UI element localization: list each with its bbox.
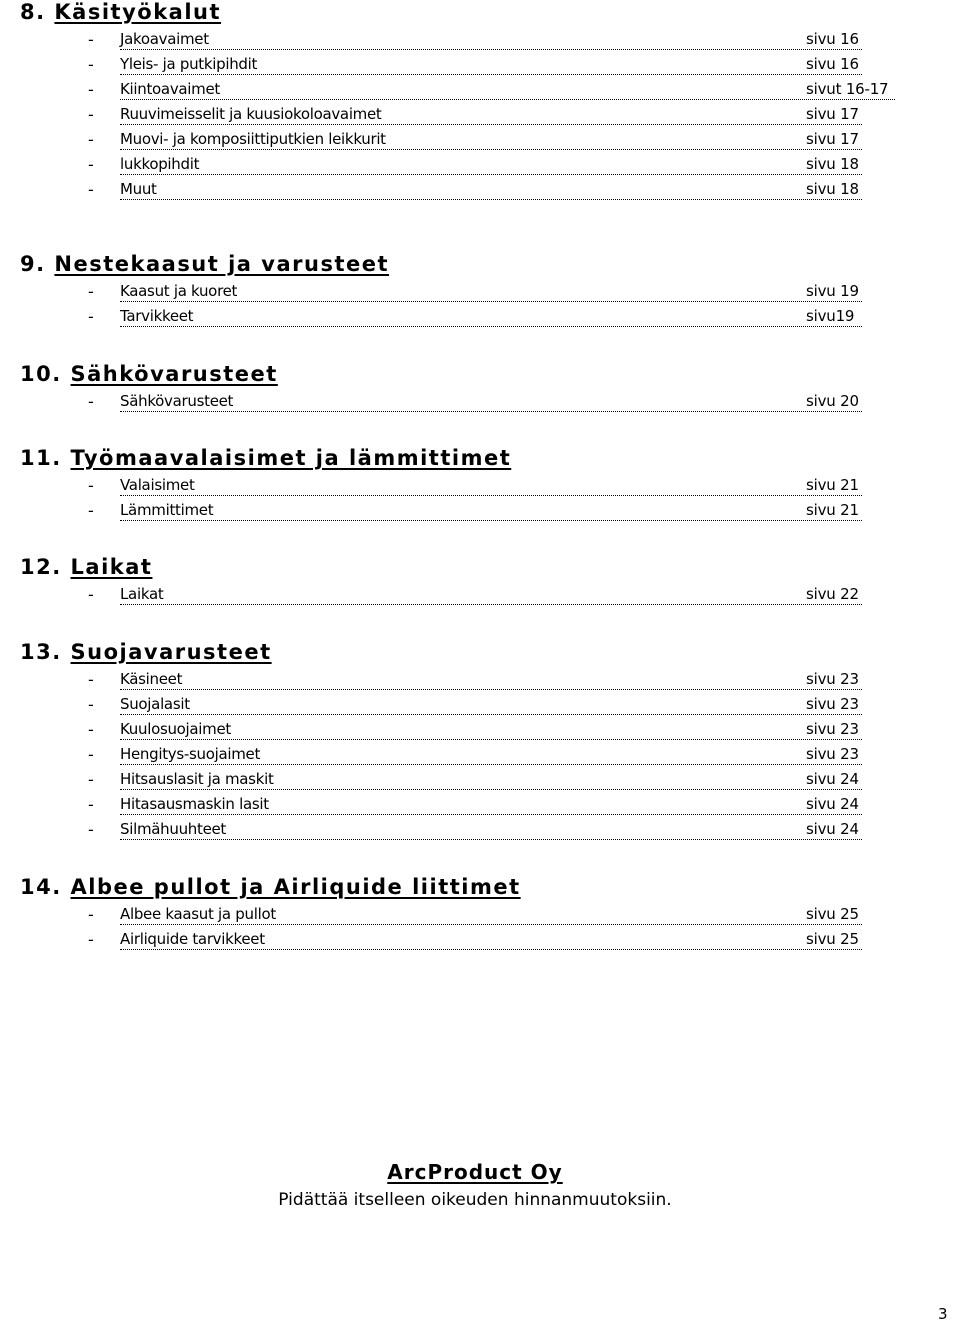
dotted-leader <box>120 280 862 302</box>
dotted-leader <box>120 178 862 200</box>
dotted-leader <box>120 668 862 690</box>
toc-item-label: Suojalasit <box>120 695 190 713</box>
bullet-dash: - <box>88 585 94 604</box>
toc-item-page: sivu 23 <box>806 720 859 738</box>
bullet-dash: - <box>88 80 94 99</box>
toc-item[interactable] <box>0 53 960 78</box>
bullet-dash: - <box>88 105 94 124</box>
footer-note: Pidättää itselleen oikeuden hinnanmuutoksiin. <box>278 1190 672 1210</box>
toc-item-page: sivu 16 <box>806 30 859 48</box>
toc-item-page: sivut 16-17 <box>806 80 889 98</box>
section-heading <box>20 0 221 24</box>
toc-item[interactable] <box>0 103 960 128</box>
toc-item-page: sivu 18 <box>806 155 859 173</box>
section-title: Työmaavalaisimet ja lämmittimet <box>70 446 512 470</box>
bullet-dash: - <box>88 695 94 714</box>
dotted-leader <box>120 743 862 765</box>
section-title: Laikat <box>70 555 153 579</box>
toc-item-page: sivu 23 <box>806 745 859 763</box>
toc-item-label: Airliquide tarvikkeet <box>120 930 265 948</box>
toc-item-page: sivu 24 <box>806 820 859 838</box>
toc-item-page: sivu 25 <box>806 930 859 948</box>
toc-item[interactable] <box>0 78 960 103</box>
bullet-dash: - <box>88 180 94 199</box>
bullet-dash: - <box>88 130 94 149</box>
toc-item-label: Ruuvimeisselit ja kuusiokoloavaimet <box>120 105 382 123</box>
section-title: Albee pullot ja Airliquide liittimet <box>70 875 521 899</box>
bullet-dash: - <box>88 745 94 764</box>
section-number: 13. <box>20 640 62 664</box>
toc-item[interactable] <box>0 305 960 330</box>
toc-item[interactable] <box>0 768 960 793</box>
section-title: Käsityökalut <box>54 0 222 24</box>
section-heading <box>20 446 511 470</box>
toc-item-page: sivu 17 <box>806 105 859 123</box>
toc-item-page: sivu 20 <box>806 392 859 410</box>
dotted-leader <box>120 928 862 950</box>
section-number: 12. <box>20 555 62 579</box>
toc-item-label: Käsineet <box>120 670 183 688</box>
bullet-dash: - <box>88 820 94 839</box>
dotted-leader <box>120 78 895 100</box>
section-title: Suojavarusteet <box>70 640 272 664</box>
dotted-leader <box>120 718 862 740</box>
toc-item-label: Valaisimet <box>120 476 195 494</box>
toc-item[interactable] <box>0 718 960 743</box>
toc-item-label: Kuulosuojaimet <box>120 720 231 738</box>
toc-item-page: sivu19 <box>806 307 855 325</box>
toc-item-label: Muut <box>120 180 157 198</box>
bullet-dash: - <box>88 282 94 301</box>
dotted-leader <box>120 390 862 412</box>
toc-item-label: Hitsauslasit ja maskit <box>120 770 274 788</box>
bullet-dash: - <box>88 720 94 739</box>
bullet-dash: - <box>88 770 94 789</box>
dotted-leader <box>120 583 862 605</box>
dotted-leader <box>120 53 862 75</box>
company-name: ArcProduct Oy <box>387 1160 563 1184</box>
toc-item[interactable] <box>0 583 960 608</box>
section-number: 8. <box>20 0 46 24</box>
toc-item-label: Kiintoavaimet <box>120 80 220 98</box>
section-number: 14. <box>20 875 62 899</box>
section-number: 11. <box>20 446 62 470</box>
section-title: Nestekaasut ja varusteet <box>54 252 390 276</box>
toc-item[interactable] <box>0 903 960 928</box>
bullet-dash: - <box>88 501 94 520</box>
toc-item[interactable] <box>0 280 960 305</box>
toc-item[interactable] <box>0 390 960 415</box>
toc-item-label: Laikat <box>120 585 164 603</box>
dotted-leader <box>120 128 862 150</box>
bullet-dash: - <box>88 795 94 814</box>
toc-item[interactable] <box>0 743 960 768</box>
toc-item-page: sivu 23 <box>806 670 859 688</box>
footer-company <box>0 1160 950 1184</box>
toc-item-page: sivu 21 <box>806 476 859 494</box>
toc-item-label: Yleis- ja putkipihdit <box>120 55 258 73</box>
bullet-dash: - <box>88 307 94 326</box>
section-heading <box>20 640 272 664</box>
toc-item[interactable] <box>0 818 960 843</box>
dotted-leader <box>120 474 862 496</box>
bullet-dash: - <box>88 670 94 689</box>
toc-item-label: Jakoavaimet <box>120 30 209 48</box>
toc-item[interactable] <box>0 668 960 693</box>
toc-item-label: Muovi- ja komposiittiputkien leikkurit <box>120 130 386 148</box>
toc-item-page: sivu 24 <box>806 795 859 813</box>
section-number: 10. <box>20 362 62 386</box>
dotted-leader <box>120 28 862 50</box>
toc-item-page: sivu 25 <box>806 905 859 923</box>
bullet-dash: - <box>88 392 94 411</box>
toc-item-label: lukkopihdit <box>120 155 200 173</box>
toc-item[interactable] <box>0 499 960 524</box>
toc-item-page: sivu 23 <box>806 695 859 713</box>
toc-item[interactable] <box>0 693 960 718</box>
bullet-dash: - <box>88 905 94 924</box>
section-heading <box>20 555 152 579</box>
toc-item-label: Kaasut ja kuoret <box>120 282 238 300</box>
page-number: 3 <box>938 1305 948 1323</box>
dotted-leader <box>120 305 862 327</box>
dotted-leader <box>120 818 862 840</box>
toc-item-page: sivu 21 <box>806 501 859 519</box>
bullet-dash: - <box>88 55 94 74</box>
bullet-dash: - <box>88 930 94 949</box>
toc-item[interactable] <box>0 928 960 953</box>
dotted-leader <box>120 693 862 715</box>
dotted-leader <box>120 103 862 125</box>
section-title: Sähkövarusteet <box>70 362 278 386</box>
section-heading <box>20 252 389 276</box>
section-number: 9. <box>20 252 46 276</box>
toc-item-page: sivu 19 <box>806 282 859 300</box>
section-heading <box>20 875 521 899</box>
toc-item[interactable] <box>0 153 960 178</box>
section-heading <box>20 362 278 386</box>
toc-item-label: Lämmittimet <box>120 501 214 519</box>
toc-item-page: sivu 22 <box>806 585 859 603</box>
toc-item-page: sivu 24 <box>806 770 859 788</box>
toc-item-label: Hengitys-suojaimet <box>120 745 261 763</box>
bullet-dash: - <box>88 476 94 495</box>
dotted-leader <box>120 768 862 790</box>
toc-item-page: sivu 18 <box>806 180 859 198</box>
bullet-dash: - <box>88 155 94 174</box>
toc-item[interactable] <box>0 793 960 818</box>
toc-item[interactable] <box>0 28 960 53</box>
toc-item-label: Hitasausmaskin lasit <box>120 795 269 813</box>
toc-item-label: Sähkövarusteet <box>120 392 234 410</box>
dotted-leader <box>120 903 862 925</box>
toc-item[interactable] <box>0 128 960 153</box>
dotted-leader <box>120 499 862 521</box>
toc-item-label: Silmähuuhteet <box>120 820 227 838</box>
toc-item-page: sivu 16 <box>806 55 859 73</box>
bullet-dash: - <box>88 30 94 49</box>
toc-item[interactable] <box>0 178 960 203</box>
toc-item[interactable] <box>0 474 960 499</box>
toc-item-page: sivu 17 <box>806 130 859 148</box>
dotted-leader <box>120 793 862 815</box>
toc-item-label: Tarvikkeet <box>120 307 194 325</box>
toc-item-label: Albee kaasut ja pullot <box>120 905 276 923</box>
dotted-leader <box>120 153 862 175</box>
